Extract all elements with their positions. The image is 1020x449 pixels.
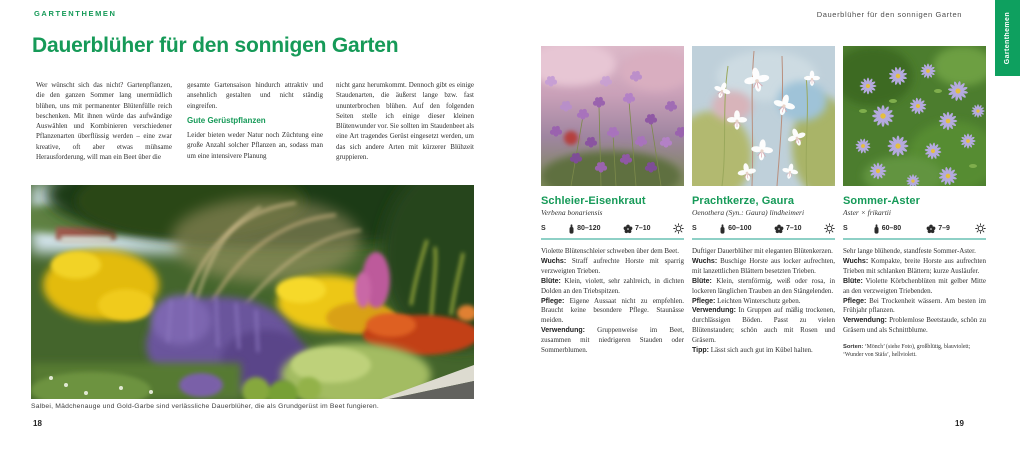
- plant-attribute: Wuchs: Straff aufrechte Horste mit sparrig verzweigten Trieben.: [541, 256, 685, 275]
- section-kicker: GARTENTHEMEN: [34, 9, 117, 18]
- plant-bloom-value: 7–10: [785, 225, 802, 232]
- plant-bloom-stat: [926, 224, 950, 234]
- plant-intro: Duftiger Dauerblüher mit eleganten Blütenkerzen.: [692, 247, 833, 255]
- running-head: Dauerblüher für den sonnigen Garten: [816, 10, 962, 19]
- plant-attribute: Wuchs: Buschige Horste aus locker aufrechten, mit lanzettlichen Blättern besetzten Trieben.: [692, 256, 836, 275]
- body-column-2: [187, 80, 323, 161]
- height-ruler-icon: [873, 224, 880, 234]
- divider-rule: [541, 238, 684, 240]
- plant-height-stat: [873, 224, 901, 234]
- body-column-3: [336, 80, 474, 162]
- section-tab: [995, 0, 1020, 76]
- plant-latin-name: Aster × frikartii: [843, 208, 891, 217]
- page-number-right: 19: [955, 419, 964, 428]
- plant-data-row: [541, 223, 684, 234]
- height-ruler-icon: [568, 224, 575, 234]
- plant-attribute: Blüte: Klein, sternförmig, weiß oder rosa, in lockeren länglichen Trauben an den Stängelenden.: [692, 276, 835, 295]
- sun-icon: [673, 223, 684, 234]
- plant-name: Sommer-Aster: [843, 195, 921, 207]
- plant-type: S: [541, 225, 546, 232]
- plant-height-stat: [719, 224, 751, 234]
- plant-attribute: Tipp: Lässt sich auch gut im Kübel halten.: [692, 346, 813, 355]
- plant-bloom-value: 7–10: [634, 225, 651, 232]
- plant-photo-gaura: [692, 46, 835, 186]
- plant-card-gaura: [692, 46, 835, 356]
- plant-attribute: Verwendung: In Gruppen auf mäßig trockenen, durchlässigen Böden. Passt zu vielen Blütenstauden; schön auch mit Rosen und Gräsern.: [692, 306, 836, 345]
- plant-name: Prachtkerze, Gaura: [692, 195, 795, 207]
- plant-data-row: [843, 223, 986, 234]
- flower-icon: [623, 224, 633, 234]
- plant-attribute: Pflege: Eigene Aussaat nicht zu empfehlen. Braucht keine besondere Pflege. Staunässe meiden.: [541, 296, 684, 325]
- divider-rule: [692, 238, 835, 240]
- plant-intro: Violette Blütenschleier schweben über dem Beet.: [541, 247, 679, 255]
- plant-attribute: Verwendung: Gruppenweise im Beet, zusammen mit niedrigeren Stauden oder Sommerblumen.: [541, 326, 684, 355]
- paragraph: Leider bieten weder Natur noch Züchtung eine große Anzahl solcher Pflanzen an, sodass man um eine intensivere Planung: [187, 131, 323, 160]
- plant-photo-aster: [843, 46, 986, 186]
- section-tab-label: Gartenthemen: [1004, 11, 1011, 65]
- plant-attribute: Pflege: Bei Trockenheit wässern. Am besten im Frühjahr pflanzen.: [843, 296, 987, 315]
- height-ruler-icon: [719, 224, 726, 234]
- sun-icon: [975, 223, 986, 234]
- plant-attribute: Blüte: Klein, violett, sehr zahlreich, in dichten Dolden an den Triebspitzen.: [541, 276, 685, 295]
- plant-type: S: [843, 225, 848, 232]
- plant-data-row: [692, 223, 835, 234]
- plant-card-verbena: [541, 46, 684, 356]
- plant-height-stat: [568, 224, 600, 234]
- page-title: Dauerblüher für den sonnigen Garten: [32, 34, 399, 57]
- body-column-1: [36, 80, 172, 162]
- plant-bloom-stat: [774, 224, 802, 234]
- paragraph: gesamte Gartensaison hindurch attraktiv und ansehnlich gestalten und nicht ständig eingreifen.: [187, 81, 323, 110]
- plant-attribute: Wuchs: Kompakte, breite Horste aus aufrechten Trieben mit schlanken Blättern; kurze Ausläufer.: [843, 256, 987, 275]
- photo-caption: Salbei, Mädchenauge und Gold-Garbe sind verlässliche Dauerblüher, die als Grundgerüst im Beet fungieren.: [31, 403, 379, 410]
- plant-description: [843, 247, 986, 336]
- plant-height-value: 60–100: [728, 225, 752, 232]
- plant-photo-verbena: [541, 46, 684, 186]
- plant-bloom-stat: [623, 224, 651, 234]
- plant-description: [541, 247, 684, 356]
- page-number-left: 18: [33, 419, 42, 428]
- sun-icon: [824, 223, 835, 234]
- divider-rule: [843, 238, 986, 240]
- plant-intro: Sehr lange blühende, standfeste Sommer-Aster.: [843, 247, 976, 255]
- paragraph: Wer wünscht sich das nicht? Gartenpflanzen, die den ganzen Sommer lang unermüdlich blühen, uns mit permanenter Blütenfülle reich beschenken. Mit ihnen würde das aufwändige Auswählen und Kombinieren verschiedener Pflanzenarten überflüssig werden – eine zwar kreative, oft aber etwas mühsame Herausforderung, will man ein Beet über die: [36, 81, 172, 162]
- plant-description: [692, 247, 835, 356]
- plant-cultivars-note: Sorten: ‘Mönch’ (siehe Foto), großblütig, blauviolett; ‘Wunder von Stäfa’, hellviolett.: [843, 344, 971, 358]
- plant-attribute: Pflege: Leichten Winterschutz geben.: [692, 296, 801, 305]
- plant-bloom-value: 7–9: [938, 225, 950, 232]
- subheading: Gute Gerüstpflanzen: [187, 115, 266, 125]
- plant-latin-name: Oenothera (Syn.: Gaura) lindheimeri: [692, 208, 805, 217]
- flower-icon: [926, 224, 936, 234]
- garden-bed-photo: [31, 185, 474, 399]
- plant-latin-name: Verbena bonariensis: [541, 208, 603, 217]
- plant-name: Schleier-Eisenkraut: [541, 195, 646, 207]
- plant-attribute: Verwendung: Problemlose Beetstaude, schön zu Gräsern und als Schnittblume.: [843, 316, 987, 335]
- paragraph: nicht ganz herumkommt. Dennoch gibt es einige Staudenarten, die äußerst lange bzw. fast ununterbrochen blühen. Auf den folgenden Seiten stelle ich einige dieser kleinen Blütenwunder vor. Sie sollten im Staudenbeet als eine Art tragendes Gerüst eingesetzt werden, um das sich andere Arten mit kürzerer Blühzeit gruppieren.: [336, 81, 474, 162]
- plant-type: S: [692, 225, 697, 232]
- plant-height-value: 80–120: [577, 225, 601, 232]
- plant-card-aster: [843, 46, 986, 359]
- flower-icon: [774, 224, 784, 234]
- plant-height-value: 60–80: [881, 225, 902, 232]
- plant-attribute: Blüte: Violette Körbchenblüten mit gelber Mitte an den verzweigten Triebenden.: [843, 276, 986, 295]
